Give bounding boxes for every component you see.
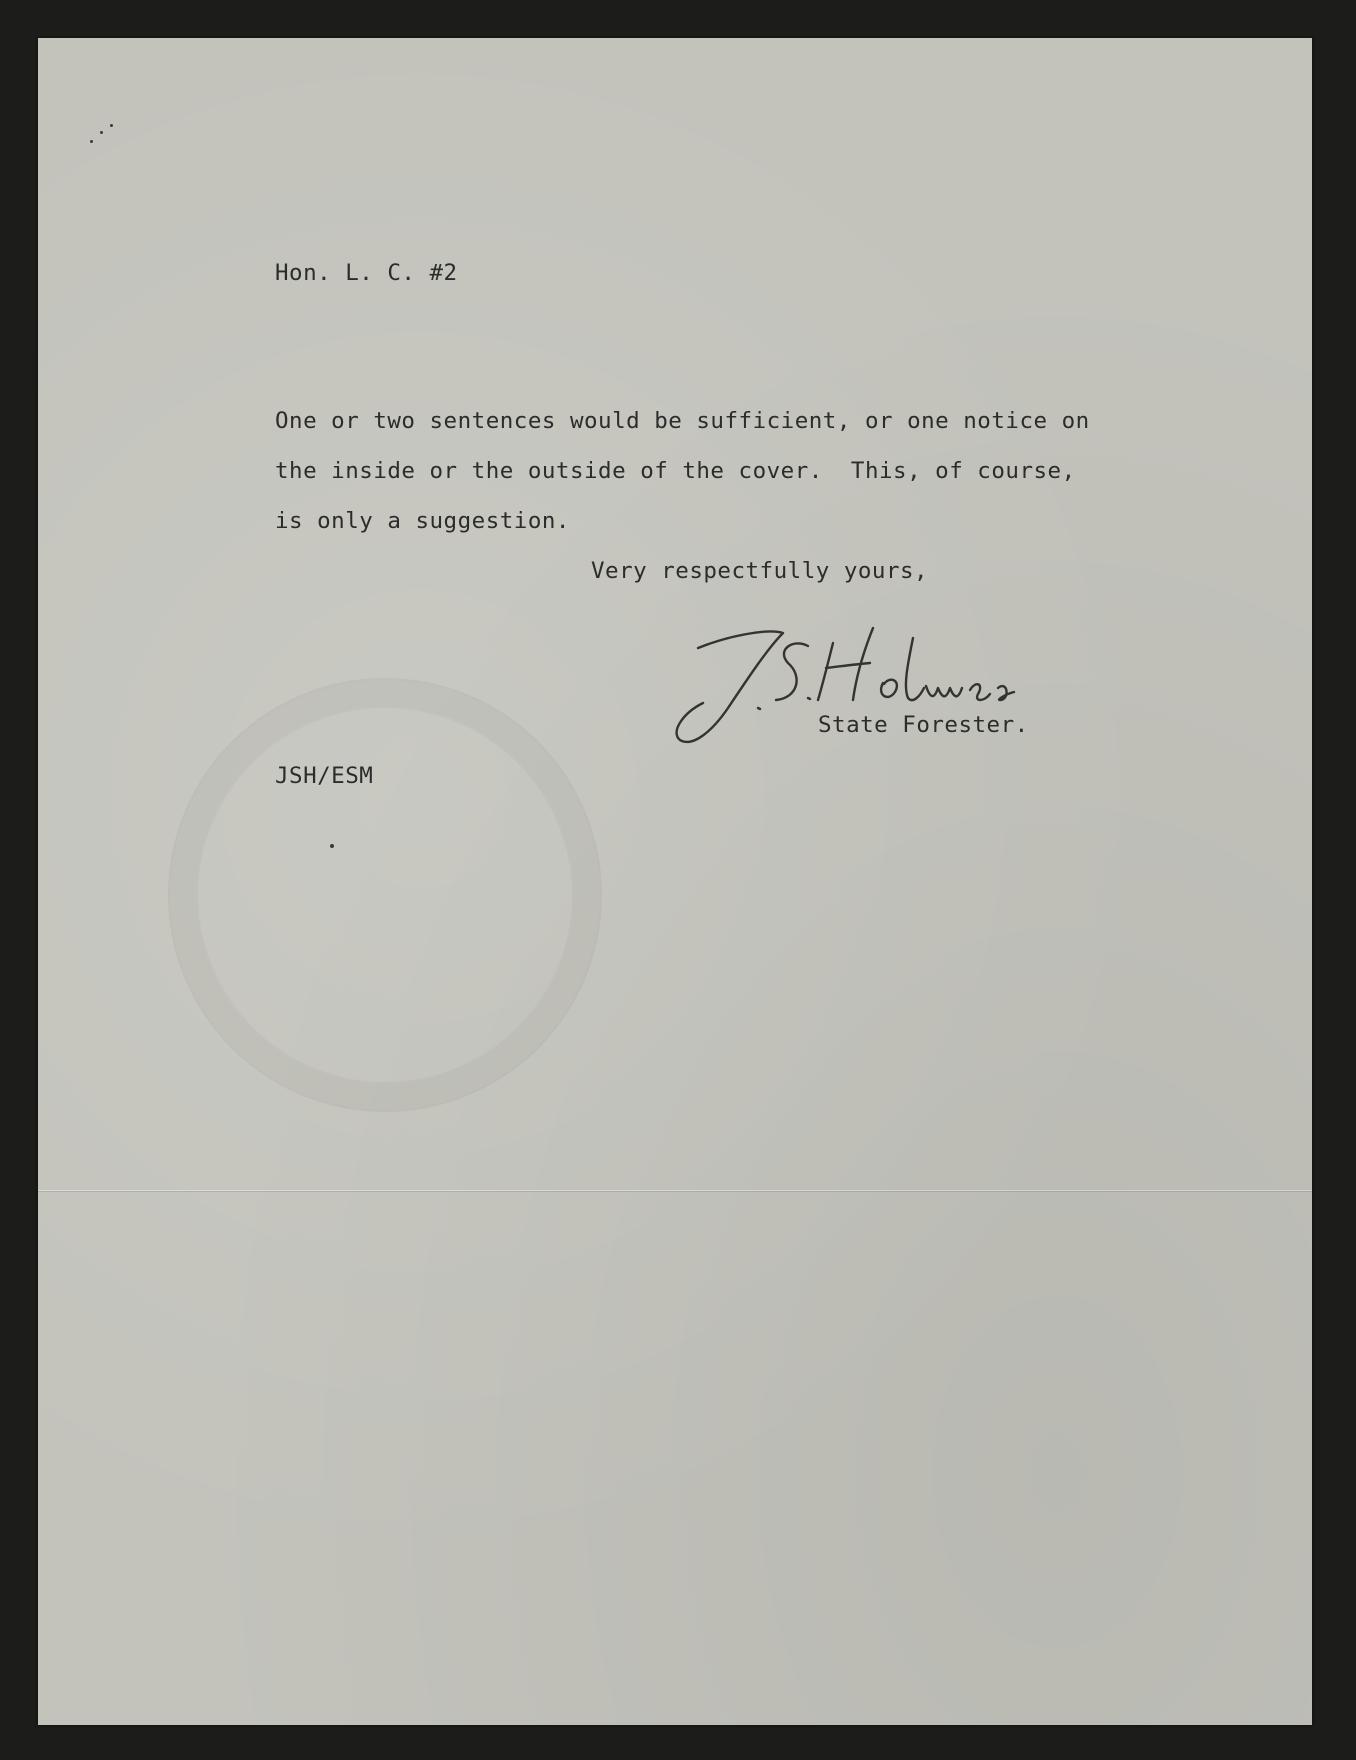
body-line: the inside or the outside of the cover. This, of course, <box>275 458 1076 484</box>
letter-page <box>38 38 1312 1725</box>
body-line: is only a suggestion. <box>275 508 570 534</box>
body-line: One or two sentences would be sufficient, or one notice on <box>275 408 1090 434</box>
letter-reference: Hon. L. C. #2 <box>275 260 458 286</box>
ink-speck <box>330 844 334 848</box>
faint-seal-watermark <box>168 678 602 1112</box>
ink-speck <box>110 124 113 127</box>
ink-speck <box>90 140 93 143</box>
signer-title: State Forester. <box>818 712 1029 738</box>
typist-initials: JSH/ESM <box>275 763 374 789</box>
page-fold-crease <box>38 1190 1312 1192</box>
ink-speck <box>100 131 103 134</box>
complimentary-closing: Very respectfully yours, <box>591 558 929 584</box>
